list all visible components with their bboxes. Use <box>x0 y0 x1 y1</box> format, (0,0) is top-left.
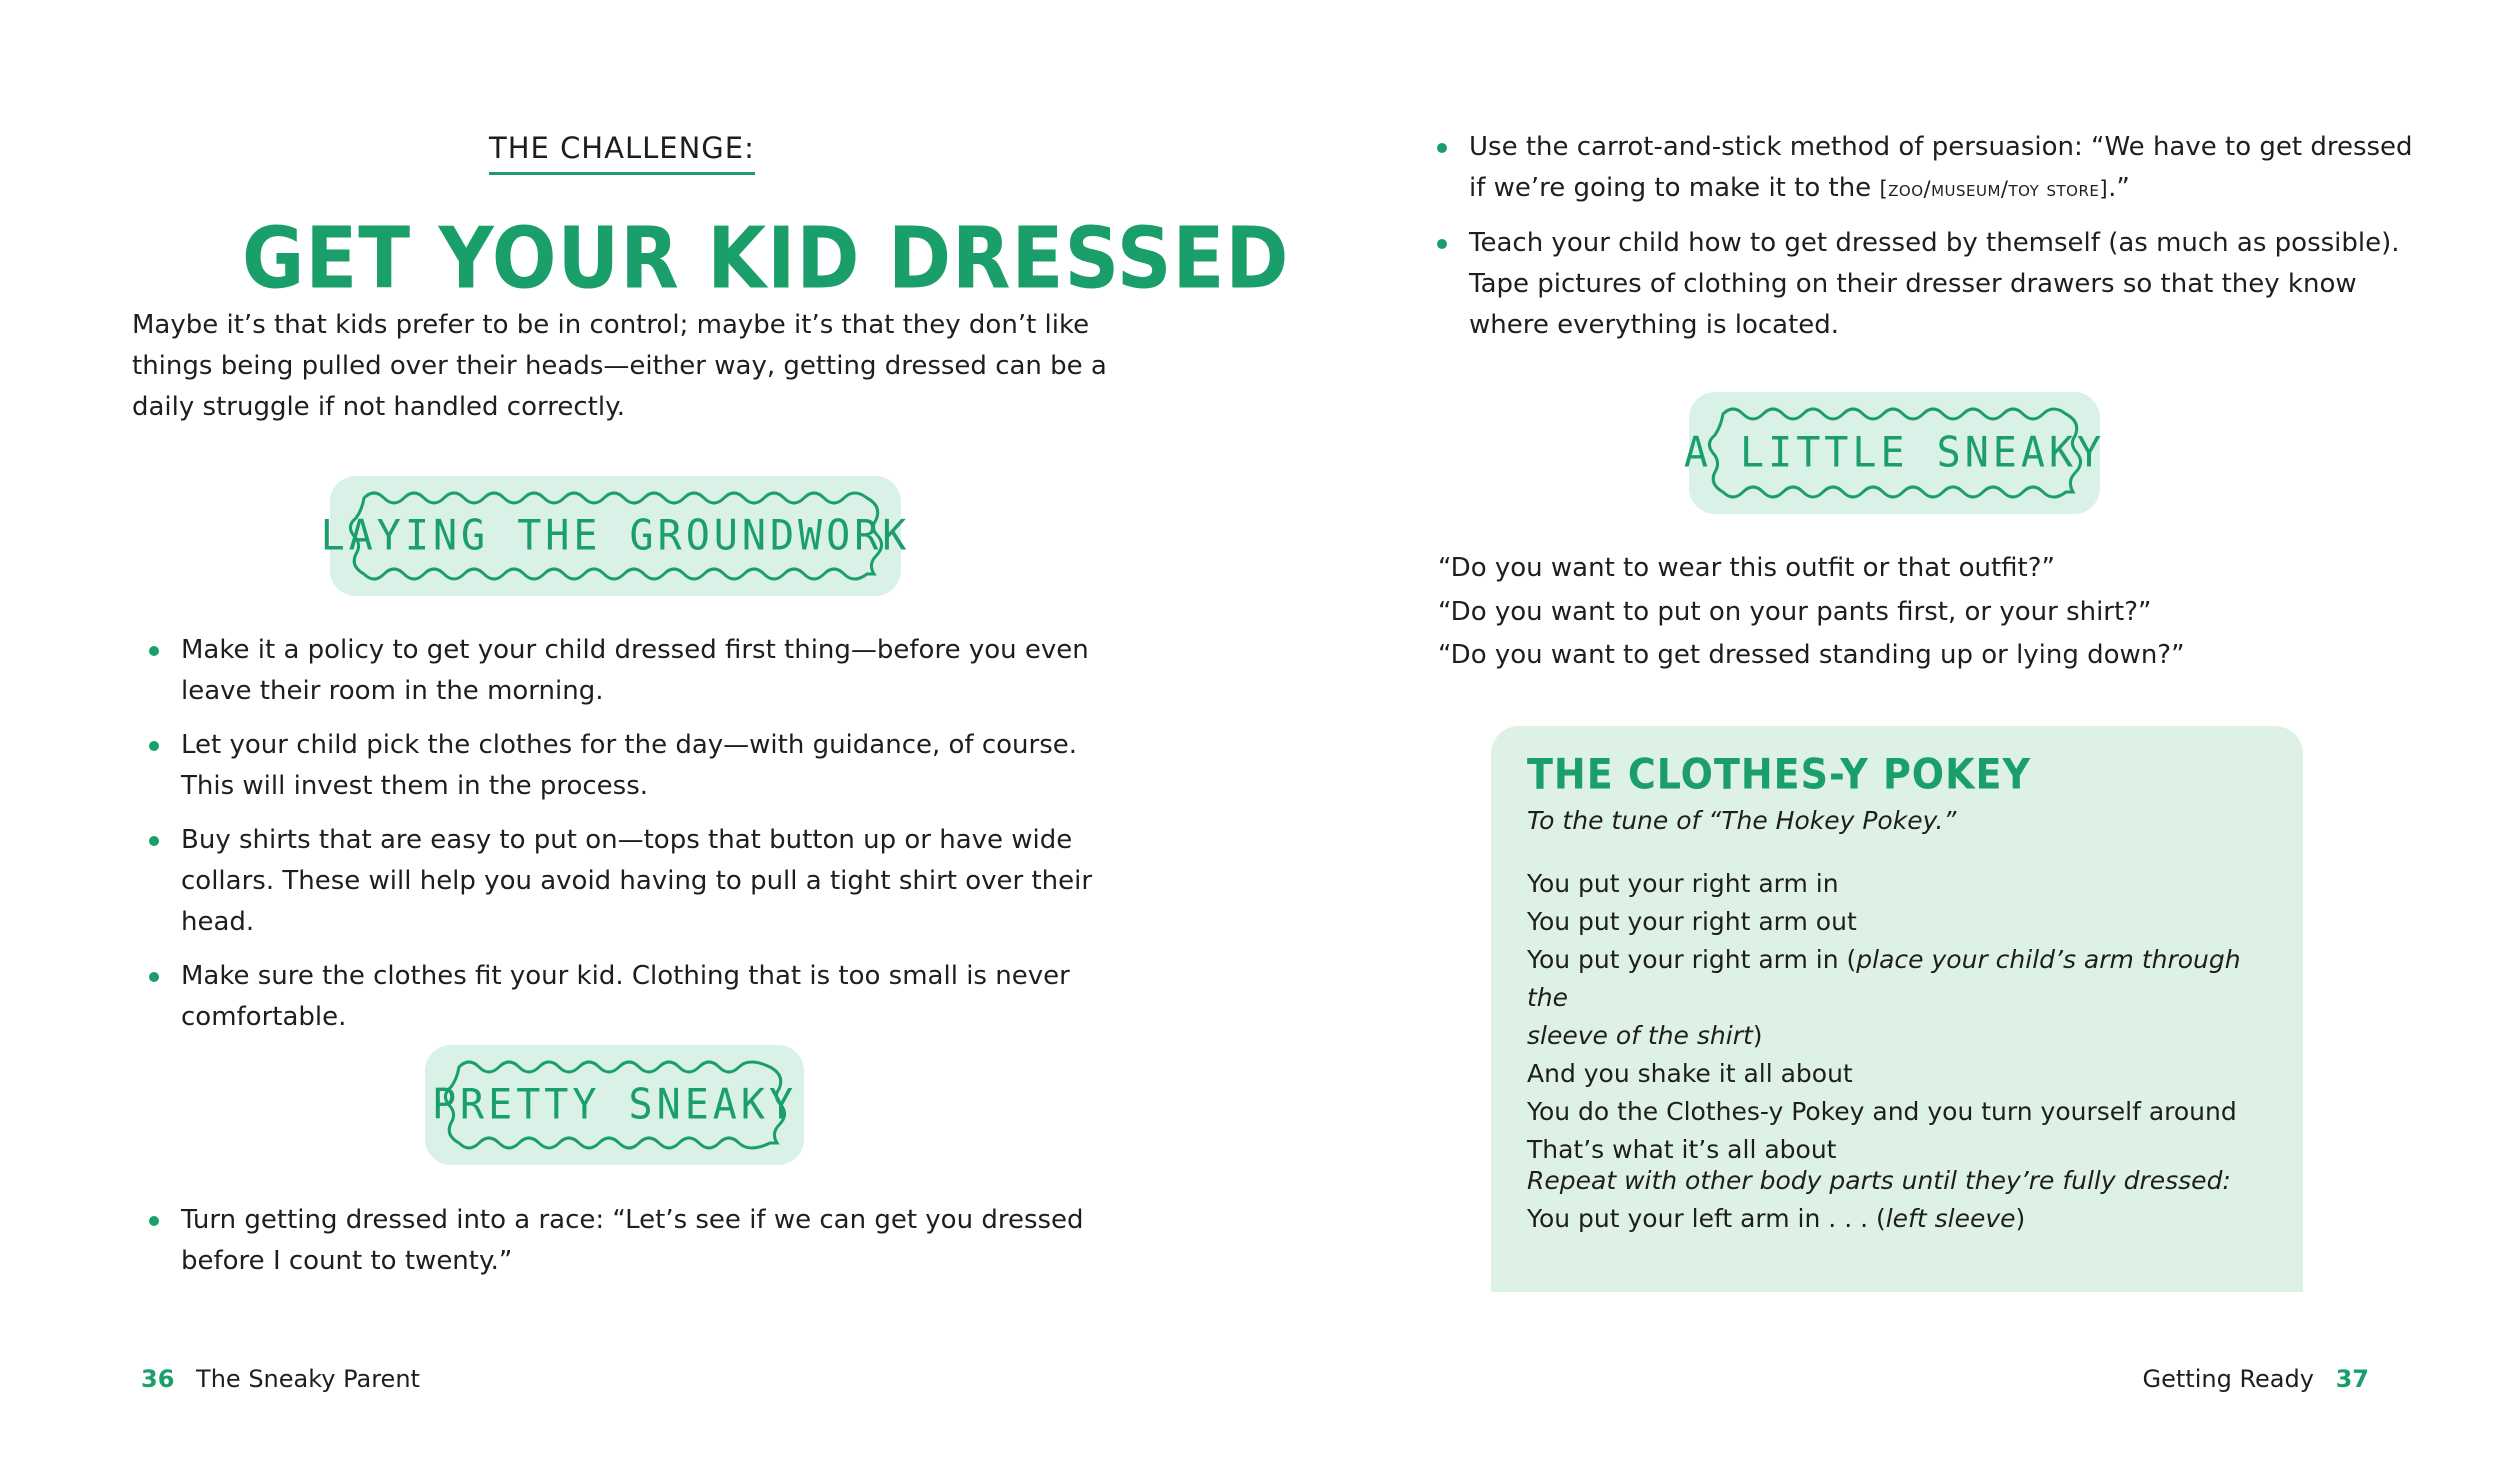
challenge-kicker: THE CHALLENGE: <box>489 131 755 175</box>
list-item: Let your child pick the clothes for the day—with guidance, of course. This will invest them in the process. <box>140 725 1120 807</box>
question-quote: “Do you want to put on your pants first, or your shirt?” <box>1438 596 2152 627</box>
lyric-text: You put your left arm in . . . ( <box>1527 1204 1886 1233</box>
badge-label: PRETTY SNEAKY <box>431 1080 798 1130</box>
badge-label: LAYING THE GROUNDWORK <box>320 511 911 561</box>
sneaky-questions <box>1438 547 2438 678</box>
running-title: The Sneaky Parent <box>196 1365 420 1393</box>
list-item: Make sure the clothes fit your kid. Clothing that is too small is never comfortable. <box>140 956 1120 1038</box>
lyric-text: ) <box>1752 1021 1763 1050</box>
bullet-text: Use the carrot-and-stick method of persuasion: “We have to get dressed if we’re going to make it to the <box>1469 132 2413 203</box>
page-number: 36 <box>141 1365 175 1393</box>
list-item: Buy shirts that are easy to put on—tops that button up or have wide collars. These will help you avoid having to pull a tight shirt over their head. <box>140 820 1120 943</box>
lyric-direction: place your child’s arm through the <box>1527 945 2241 1012</box>
badge-pretty-sneaky <box>425 1045 804 1165</box>
bracket-placeholder: [zoo/museum/toy store] <box>1879 177 2109 201</box>
lyric-line: That’s what it’s all about <box>1527 1135 1837 1164</box>
running-title: Getting Ready <box>2142 1365 2314 1393</box>
badge-label: A LITTLE SNEAKY <box>1683 428 2106 478</box>
lyric-line: You put your right arm out <box>1527 907 1857 936</box>
intro-paragraph: Maybe it’s that kids prefer to be in control; maybe it’s that they don’t like things being pulled over their heads—either way, getting dressed can be a daily struggle if not handled correctly. <box>132 310 1107 422</box>
lyric-line: You do the Clothes-y Pokey and you turn yourself around <box>1527 1097 2237 1126</box>
lyric-direction: sleeve of the shirt <box>1527 1021 1753 1050</box>
lyric-line <box>1527 1200 2287 1238</box>
lyric-line <box>1527 941 2287 1017</box>
song-sidebar <box>1491 726 2303 1292</box>
lyric-text: ) <box>2015 1204 2026 1233</box>
song-title: THE CLOTHES-Y POKEY <box>1527 750 2032 799</box>
page-title: GET YOUR KID DRESSED <box>242 208 1290 308</box>
question-quote: “Do you want to get dressed standing up or lying down?” <box>1438 640 2185 670</box>
list-item <box>1428 127 2428 210</box>
badge-laying-the-groundwork <box>320 476 911 596</box>
pretty-sneaky-list <box>140 1200 1120 1295</box>
lyric-line: And you shake it all about <box>1527 1059 1853 1088</box>
song-repeat <box>1527 1162 2287 1238</box>
list-item: Teach your child how to get dressed by themself (as much as possible). Tape pictures of clothing on their dresser drawers so that they know where everything is located. <box>1428 223 2428 346</box>
right-footer <box>2143 1365 2369 1393</box>
badge-a-little-sneaky <box>1683 392 2106 514</box>
list-item: Turn getting dressed into a race: “Let’s see if we can get you dressed before I count to twenty.” <box>140 1200 1120 1282</box>
groundwork-list <box>140 630 1120 1051</box>
song-subtitle: To the tune of “The Hokey Pokey.” <box>1527 806 1957 835</box>
song-lyrics <box>1527 865 2287 1169</box>
question-quote: “Do you want to wear this outfit or that outfit?” <box>1438 553 2056 583</box>
groundwork-list-continued <box>1428 127 2428 359</box>
repeat-note: Repeat with other body parts until they’re fully dressed: <box>1527 1166 2231 1195</box>
lyric-text: You put your right arm in ( <box>1527 945 1857 974</box>
lyric-direction: left sleeve <box>1885 1204 2016 1233</box>
lyric-line <box>1527 1017 2287 1055</box>
list-item: Make it a policy to get your child dressed first thing—before you even leave their room in the morning. <box>140 630 1120 712</box>
left-footer <box>141 1365 420 1393</box>
page-number: 37 <box>2335 1365 2369 1393</box>
bullet-text: .” <box>2108 173 2130 203</box>
lyric-line: You put your right arm in <box>1527 869 1839 898</box>
